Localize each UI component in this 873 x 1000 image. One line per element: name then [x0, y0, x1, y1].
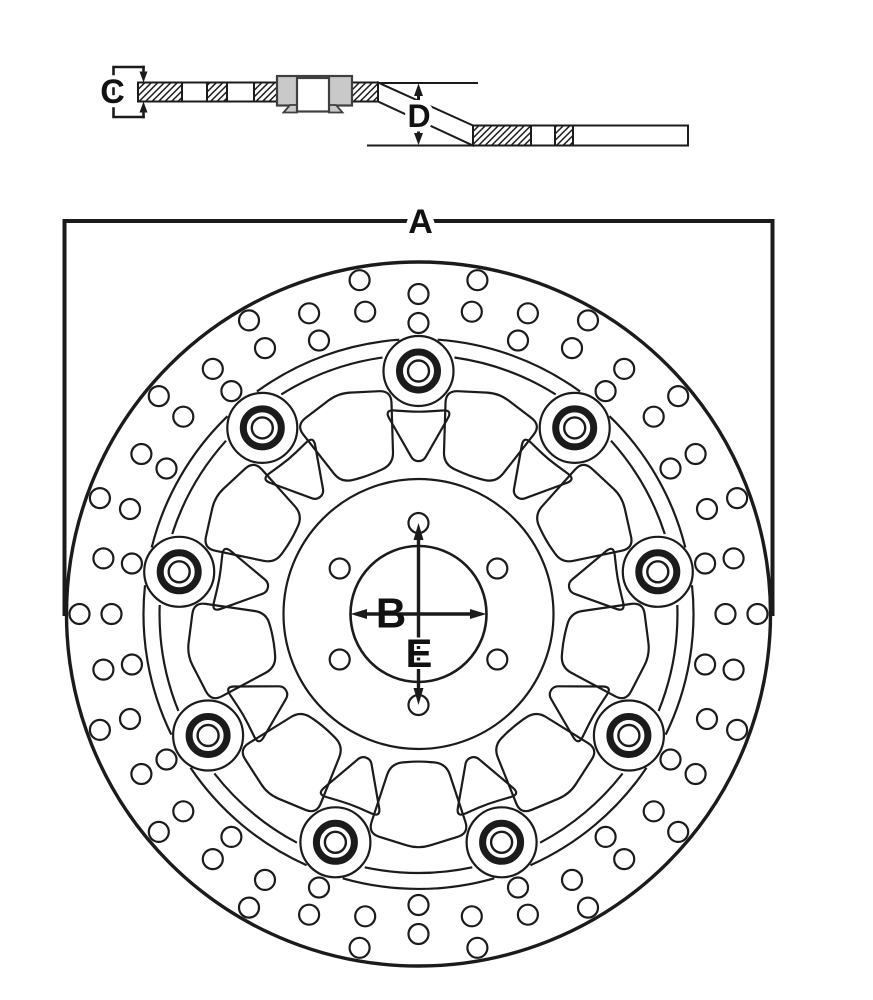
- float-button-center: [647, 561, 668, 582]
- drill-hole: [173, 407, 193, 427]
- xsec-plain-segment: [573, 126, 688, 146]
- spoke-window: [444, 391, 537, 480]
- band-inner-edge-arc: [257, 340, 399, 392]
- float-button-ring: [639, 553, 677, 591]
- drill-hole: [716, 604, 736, 624]
- button-pocket: [594, 701, 664, 771]
- drill-hole: [661, 459, 681, 479]
- bolt-hole: [487, 559, 507, 579]
- dimension-d-label: D: [407, 98, 431, 134]
- xsec-hatch-segment: [555, 126, 573, 146]
- drill-hole: [203, 849, 223, 869]
- drill-hole: [221, 827, 241, 847]
- carrier-outer-edge-arc: [365, 867, 473, 873]
- drill-hole: [409, 313, 429, 333]
- button-pocket: [540, 393, 610, 463]
- spoke-window: [537, 465, 631, 561]
- drill-hole: [686, 444, 706, 464]
- button-pocket: [623, 537, 693, 607]
- drill-hole: [661, 750, 681, 770]
- spoke-window: [300, 391, 393, 480]
- float-button-center: [252, 417, 273, 438]
- xsec-hatch-segment: [254, 83, 278, 102]
- button-pocket: [144, 537, 214, 607]
- float-button-center: [198, 725, 219, 746]
- drill-hole: [518, 303, 538, 323]
- dimension-d: [407, 84, 430, 146]
- drill-hole: [462, 906, 482, 926]
- carrier-outer-edge-arc: [172, 441, 226, 534]
- drill-hole: [644, 801, 664, 821]
- band-inner-edge-arc: [143, 585, 171, 734]
- drill-hole: [239, 898, 259, 918]
- carrier-outer-edge-arc: [281, 358, 382, 395]
- dimension-d-arrowhead-down: [414, 133, 423, 145]
- xsec-hatch-segment: [352, 83, 378, 102]
- dimension-c-arrowhead-up: [140, 102, 148, 113]
- carrier-outer-edge-arc: [455, 358, 556, 395]
- float-button-ring: [189, 717, 227, 755]
- float-button-ring: [556, 409, 594, 447]
- drill-hole: [697, 709, 717, 729]
- drill-hole: [255, 338, 275, 358]
- float-button-center: [491, 832, 512, 853]
- float-button-ring: [160, 553, 198, 591]
- dimension-a-label: A: [408, 203, 433, 241]
- drill-hole: [255, 870, 275, 890]
- carrier-outer-edge-arc: [611, 441, 665, 534]
- float-button-ring: [610, 717, 648, 755]
- float-button-center: [564, 417, 585, 438]
- drill-hole: [697, 499, 717, 519]
- drill-hole: [157, 750, 177, 770]
- bolt-hole: [487, 650, 507, 670]
- drill-hole: [93, 660, 113, 680]
- dimension-c-label: C: [100, 73, 125, 111]
- drill-hole: [355, 906, 375, 926]
- drill-hole: [748, 604, 768, 624]
- drill-hole: [467, 270, 487, 290]
- carrier-outer-edge-arc: [540, 774, 623, 843]
- button-pocket: [173, 701, 243, 771]
- drill-hole: [221, 381, 241, 401]
- button-window: [321, 757, 380, 815]
- drill-hole: [508, 331, 528, 351]
- dimension-c-arrowhead-down: [140, 72, 148, 83]
- button-window: [213, 549, 268, 610]
- button-window: [569, 549, 624, 610]
- button-window: [550, 686, 609, 741]
- spoke-window: [205, 465, 299, 561]
- drill-hole: [355, 302, 375, 322]
- drill-hole: [668, 386, 688, 406]
- drill-hole: [562, 338, 582, 358]
- bolt-hole: [330, 559, 350, 579]
- carrier-outer-edge-arc: [214, 774, 297, 843]
- float-button-ring: [400, 352, 438, 390]
- drill-hole: [203, 359, 223, 379]
- drill-hole: [596, 827, 616, 847]
- drill-hole: [173, 801, 193, 821]
- drill-hole: [614, 849, 634, 869]
- drill-hole: [149, 386, 169, 406]
- drill-hole: [350, 270, 370, 290]
- drill-hole: [131, 444, 151, 464]
- drill-hole: [724, 548, 744, 568]
- xsec-hatch-segment: [138, 83, 182, 102]
- dimension-d-arrowhead-up: [414, 84, 423, 97]
- drill-hole: [409, 895, 429, 915]
- spoke-window: [562, 604, 649, 699]
- drill-hole: [149, 822, 169, 842]
- xsec-boss-bore: [297, 78, 329, 112]
- drill-hole: [462, 302, 482, 322]
- drill-hole: [644, 407, 664, 427]
- drill-hole: [70, 604, 90, 624]
- band-inner-edge-arc: [438, 340, 580, 392]
- carrier-outer-edge-arc: [659, 605, 678, 711]
- drill-hole: [695, 655, 715, 675]
- drill-hole: [102, 604, 122, 624]
- drill-hole: [90, 488, 110, 508]
- dimension-e-label: E: [405, 632, 433, 676]
- button-window: [458, 757, 517, 815]
- drill-hole: [686, 764, 706, 784]
- drill-hole: [309, 331, 329, 351]
- button-pocket: [467, 807, 537, 877]
- dimension-b-label: B: [375, 589, 407, 637]
- drill-hole: [120, 709, 140, 729]
- float-button-center: [169, 561, 190, 582]
- button-pocket: [384, 336, 454, 406]
- float-button-center: [618, 725, 639, 746]
- drill-hole: [614, 359, 634, 379]
- dimension-b-arrowhead-left: [351, 609, 368, 619]
- band-inner-edge-arc: [666, 585, 694, 734]
- drill-hole: [518, 905, 538, 925]
- float-button-ring: [316, 823, 354, 861]
- band-inner-edge-arc: [343, 878, 495, 889]
- drill-hole: [409, 284, 429, 304]
- drill-hole: [93, 548, 113, 568]
- drill-hole: [578, 898, 598, 918]
- button-pocket: [300, 807, 370, 877]
- button-window: [388, 410, 450, 461]
- dimension-b-arrowhead-right: [470, 609, 487, 619]
- drill-hole: [596, 381, 616, 401]
- drill-hole: [120, 499, 140, 519]
- band-inner-edge-arc: [152, 416, 228, 547]
- band-inner-edge-arc: [610, 416, 686, 547]
- drill-hole: [122, 655, 142, 675]
- drill-hole: [727, 488, 747, 508]
- drill-hole: [467, 938, 487, 958]
- drill-hole: [508, 878, 528, 898]
- drill-hole: [578, 310, 598, 330]
- drill-hole: [299, 905, 319, 925]
- drill-hole: [695, 554, 715, 574]
- drill-hole: [90, 720, 110, 740]
- drill-hole: [299, 303, 319, 323]
- float-button-center: [408, 361, 429, 382]
- bolt-hole: [330, 650, 350, 670]
- carrier-outer-edge-arc: [160, 605, 179, 711]
- drill-hole: [409, 924, 429, 944]
- drill-hole: [239, 310, 259, 330]
- drill-hole: [562, 870, 582, 890]
- drill-hole: [131, 764, 151, 784]
- drill-hole: [668, 822, 688, 842]
- drill-hole: [122, 554, 142, 574]
- float-button-ring: [243, 409, 281, 447]
- spoke-window: [188, 604, 275, 699]
- drill-hole: [157, 459, 177, 479]
- float-button-ring: [483, 823, 521, 861]
- xsec-lower-band: [473, 126, 688, 146]
- drill-hole: [309, 878, 329, 898]
- drill-hole: [350, 938, 370, 958]
- spoke-window: [371, 762, 467, 848]
- xsec-hatch-segment: [207, 83, 227, 102]
- xsec-mounting-boss: [277, 76, 352, 113]
- float-button-center: [325, 832, 346, 853]
- xsec-hatch-segment: [473, 126, 531, 146]
- button-window: [228, 686, 287, 741]
- drill-hole: [724, 660, 744, 680]
- button-pocket: [227, 393, 297, 463]
- drill-hole: [727, 720, 747, 740]
- cross-section-view: [100, 67, 688, 146]
